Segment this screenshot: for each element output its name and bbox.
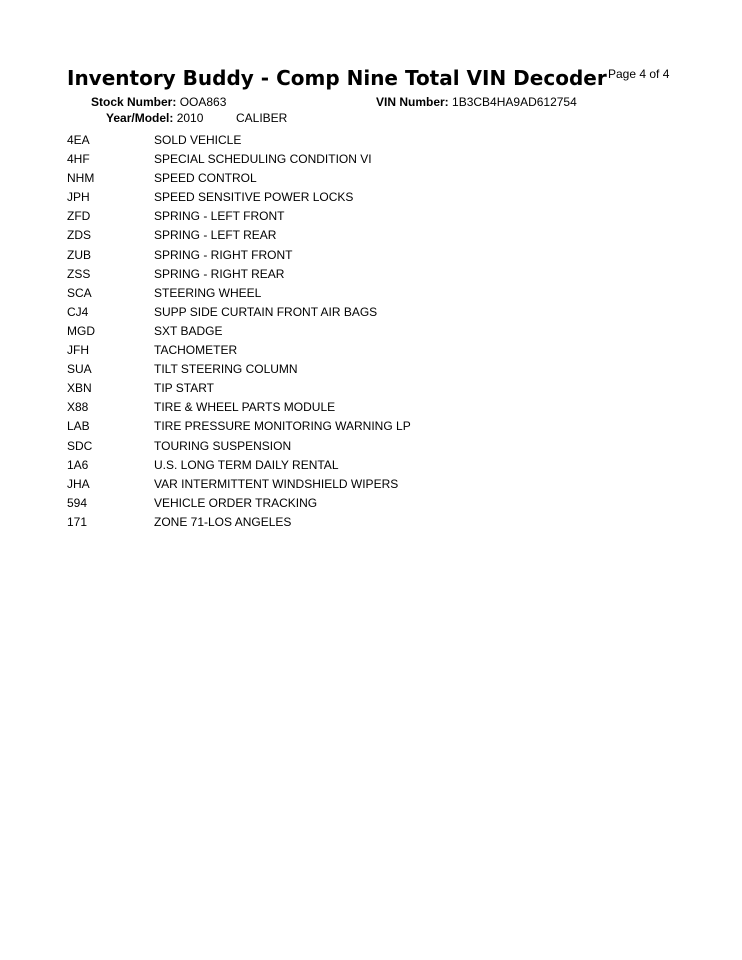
option-description: SPEED CONTROL [154,171,257,186]
option-code: SUA [67,362,92,377]
option-description: SPEED SENSITIVE POWER LOCKS [154,190,354,205]
option-description: TACHOMETER [154,343,238,358]
option-list [67,133,667,534]
option-description: U.S. LONG TERM DAILY RENTAL [154,457,339,472]
year-value: 2010 [176,111,204,125]
stock-number-row [91,95,226,109]
option-description: SPRING - RIGHT FRONT [154,247,293,262]
option-row [67,209,667,228]
option-description: TILT STEERING COLUMN [154,362,298,377]
year-model-row [106,111,203,125]
option-code: ZSS [67,266,91,281]
model-value: CALIBER [236,111,288,125]
option-description: SPRING - LEFT FRONT [154,209,285,224]
option-row [67,400,667,419]
option-row [67,362,667,381]
option-code: LAB [67,419,90,434]
option-row [67,515,667,534]
option-row [67,133,667,152]
option-description: TIRE PRESSURE MONITORING WARNING LP [154,419,411,434]
option-description: SPRING - RIGHT REAR [154,266,285,281]
option-code: ZUB [67,247,91,262]
option-row [67,267,667,286]
option-code: ZDS [67,228,91,243]
option-code: 4HF [67,152,90,167]
option-code: 1A6 [67,457,89,472]
option-code: 4EA [67,133,90,147]
option-description: TIRE & WHEEL PARTS MODULE [154,400,336,415]
option-description: TIP START [154,381,215,396]
option-description: VAR INTERMITTENT WINDSHIELD WIPERS [154,476,399,491]
option-code: XBN [67,381,92,396]
option-row [67,439,667,458]
option-description: STEERING WHEEL [154,285,262,300]
option-row [67,381,667,400]
option-row [67,477,667,496]
option-row [67,152,667,171]
option-description: VEHICLE ORDER TRACKING [154,495,318,510]
option-code: SDC [67,438,93,453]
option-code: JPH [67,190,90,205]
option-row [67,496,667,515]
stock-number-label: Stock Number: [91,95,177,109]
option-description: SXT BADGE [154,323,223,338]
option-description: SOLD VEHICLE [154,133,242,147]
option-code: JFH [67,343,89,358]
year-model-label: Year/Model: [106,111,174,125]
option-row [67,305,667,324]
option-code: X88 [67,400,89,415]
option-code: NHM [67,171,95,186]
option-row [67,324,667,343]
option-code: MGD [67,323,95,338]
option-code: SCA [67,285,92,300]
vin-number-row [376,95,577,109]
option-code: ZFD [67,209,91,224]
vin-number-label: VIN Number: [376,95,449,109]
option-description: SPECIAL SCHEDULING CONDITION VI [154,152,372,167]
option-code: JHA [67,476,90,491]
option-row [67,458,667,477]
page-number: Page 4 of 4 [608,67,670,81]
option-description: SUPP SIDE CURTAIN FRONT AIR BAGS [154,304,378,319]
option-row [67,171,667,190]
document-title: Inventory Buddy - Comp Nine Total VIN Decoder [67,66,607,90]
option-description: ZONE 71-LOS ANGELES [154,514,292,529]
option-row [67,286,667,305]
option-code: 594 [67,495,88,510]
option-description: TOURING SUSPENSION [154,438,292,453]
stock-number-value: OOA863 [179,95,227,109]
option-row [67,343,667,362]
option-row [67,248,667,267]
vin-number-value: 1B3CB4HA9AD612754 [452,95,577,109]
option-row [67,419,667,438]
option-description: SPRING - LEFT REAR [154,228,277,243]
option-code: CJ4 [67,304,89,319]
option-code: 171 [67,514,88,529]
option-row [67,190,667,209]
option-row [67,228,667,247]
